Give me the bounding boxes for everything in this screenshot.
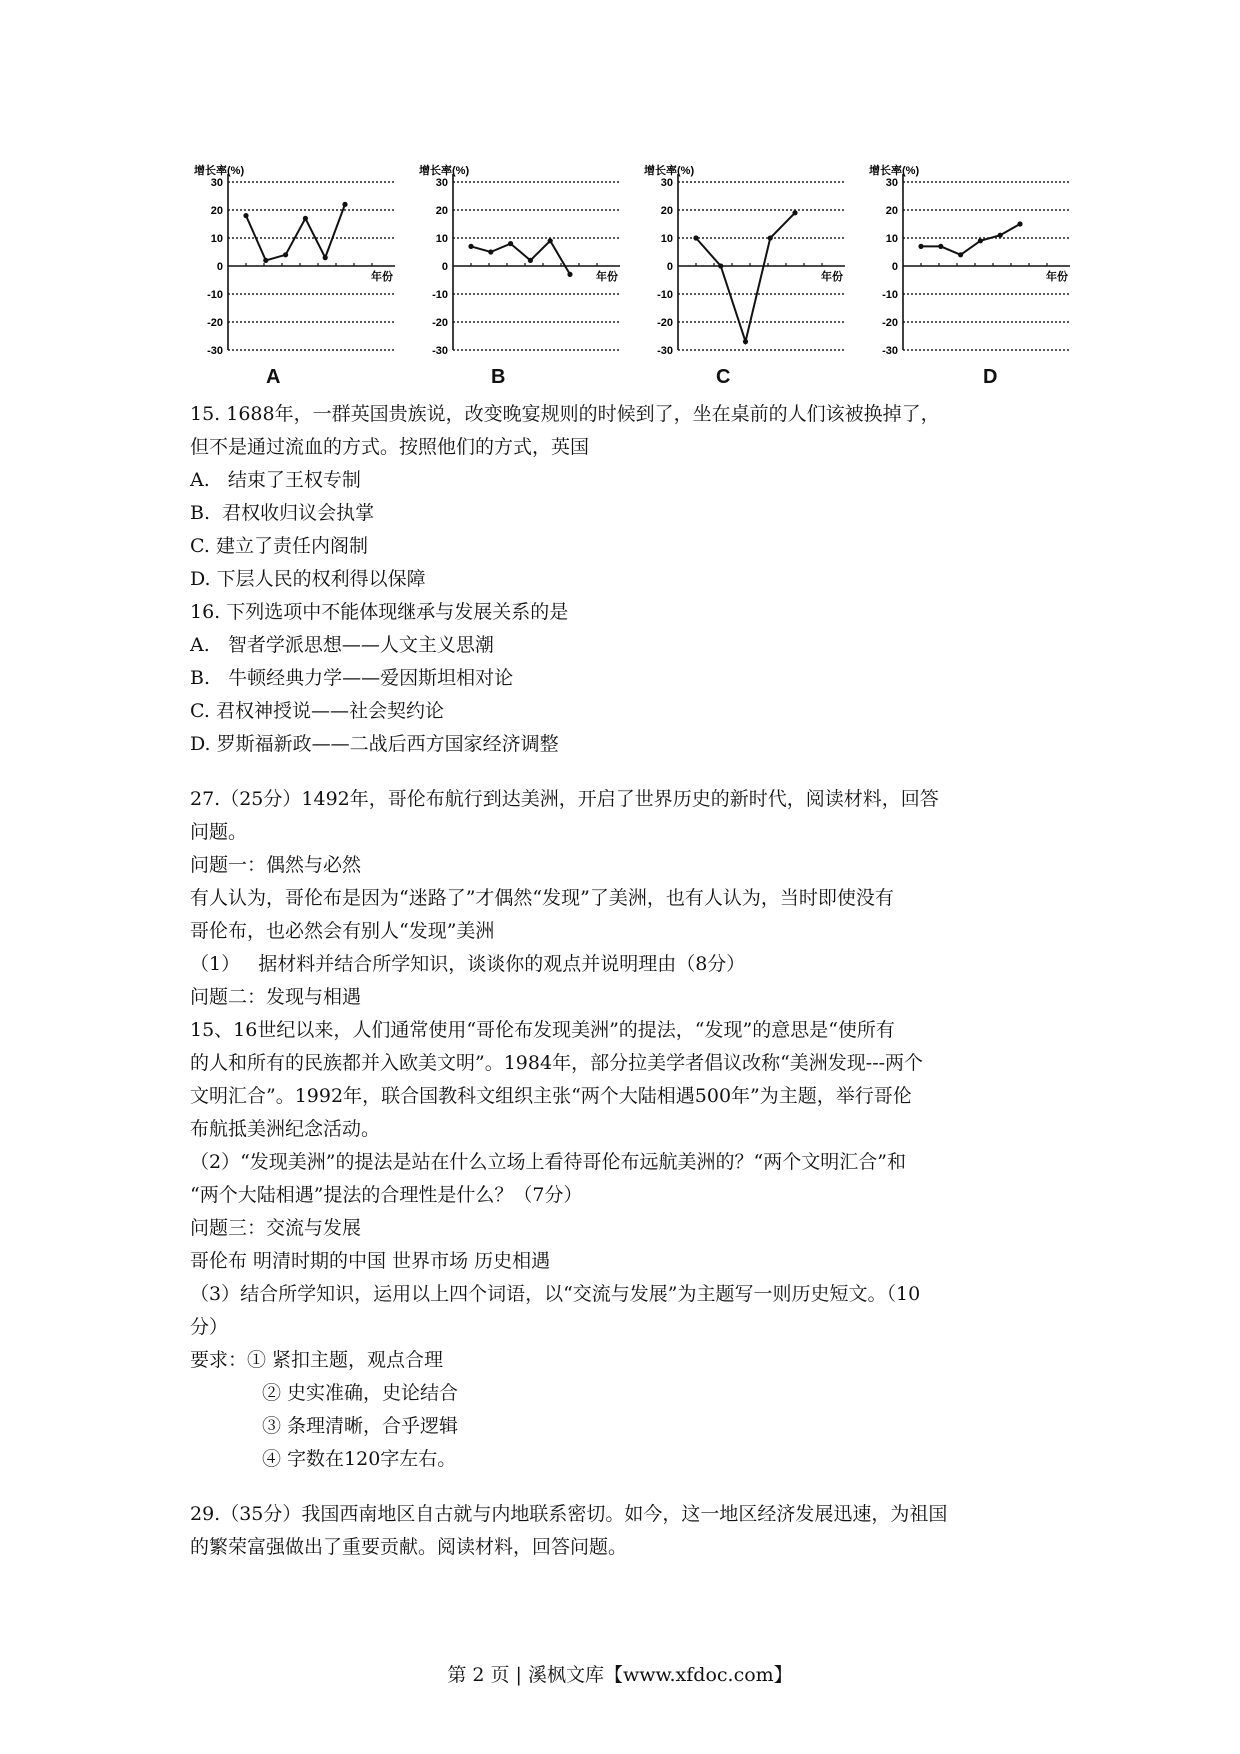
- q16-option-d: D. 罗斯福新政——二战后西方国家经济调整: [190, 733, 559, 755]
- y-tick-label: -20: [657, 317, 673, 329]
- question-text: [190, 398, 1050, 1564]
- spacer: [190, 761, 1050, 783]
- y-tick-label: -20: [882, 317, 898, 329]
- q27-issue-1-text-1: 有人认为，哥伦布是因为“迷路了”才偶然“发现”了美洲，也有人认为，当时即使没有: [190, 887, 894, 909]
- q16-option-c: C. 君权神授说——社会契约论: [190, 700, 444, 722]
- y-tick-label: 0: [891, 261, 898, 273]
- data-point: [323, 255, 328, 260]
- y-axis-label: 增长率(%): [644, 165, 695, 177]
- y-axis-label: 增长率(%): [194, 165, 245, 177]
- series-line: [921, 224, 1020, 255]
- data-point: [548, 238, 553, 243]
- y-tick-label: 10: [210, 233, 223, 245]
- data-point: [283, 252, 288, 257]
- series-line: [471, 241, 570, 275]
- data-point: [792, 210, 797, 215]
- q16-stem: 16. 下列选项中不能体现继承与发展关系的是: [190, 601, 569, 623]
- q27-sub-3-line-2: 分）: [190, 1316, 229, 1338]
- chart-letter: C: [716, 366, 731, 388]
- y-tick-label: -10: [207, 289, 223, 301]
- page-footer: 第 2 页 | 溪枫文库【www.xfdoc.com】: [447, 1664, 793, 1686]
- q27-material-4: 布航抵美洲纪念活动。: [190, 1118, 381, 1140]
- chart-c: [640, 160, 860, 400]
- chart-svg: [415, 160, 635, 400]
- q27-sub-2-line-2: “两个大陆相遇”提法的合理性是什么？（7分）: [190, 1184, 583, 1206]
- chart-a: [190, 160, 410, 400]
- q27-sub-1: （1） 据材料并结合所学知识，谈谈你的观点并说明理由（8分）: [190, 953, 746, 975]
- q27-material-3: 文明汇合”。1992年，联合国教科文组织主张“两个大陆相遇500年”为主题，举行哥伦: [190, 1085, 912, 1107]
- q27-material-2: 的人和所有的民族都并入欧美文明”。1984年，部分拉美学者倡议改称“美洲发现---两个: [190, 1052, 924, 1074]
- data-point: [958, 252, 963, 257]
- data-point: [342, 202, 347, 207]
- chart-svg: [865, 160, 1085, 400]
- q15-option-b: B. 君权收归议会执掌: [190, 502, 375, 524]
- series-line: [246, 204, 345, 260]
- data-point: [528, 258, 533, 263]
- y-tick-label: 0: [441, 261, 448, 273]
- y-tick-label: 20: [885, 205, 898, 217]
- chart-svg: [640, 160, 860, 400]
- y-tick-label: 10: [885, 233, 898, 245]
- y-tick-label: 30: [210, 177, 223, 189]
- q29-stem-2: 的繁荣富强做出了重要贡献。阅读材料，回答问题。: [190, 1536, 628, 1558]
- x-axis-label: 年份: [1046, 271, 1068, 283]
- data-point: [567, 272, 572, 277]
- data-point: [303, 216, 308, 221]
- q27-stem-1: 27.（25分）1492年，哥伦布航行到达美洲，开启了世界历史的新时代，阅读材料，回答: [190, 788, 939, 810]
- y-tick-label: 30: [435, 177, 448, 189]
- growth-rate-charts: [190, 160, 1070, 400]
- y-axis-label: 增长率(%): [869, 165, 920, 177]
- y-tick-label: -30: [657, 345, 673, 357]
- chart-letter: A: [266, 366, 281, 388]
- y-tick-label: 30: [660, 177, 673, 189]
- q15-line-2: 但不是通过流血的方式。按照他们的方式，英国: [190, 436, 590, 458]
- y-tick-label: 0: [216, 261, 223, 273]
- y-tick-label: 10: [435, 233, 448, 245]
- y-tick-label: -10: [882, 289, 898, 301]
- x-axis-label: 年份: [821, 271, 843, 283]
- q27-requirement-3: ③ 条理清晰，合乎逻辑: [262, 1415, 459, 1437]
- data-point: [743, 339, 748, 344]
- data-point: [918, 244, 923, 249]
- data-point: [718, 263, 723, 268]
- q27-requirement-2: ② 史实准确，史论结合: [262, 1382, 459, 1404]
- y-tick-label: -20: [207, 317, 223, 329]
- q27-sub-3-line-1: （3）结合所学知识，运用以上四个词语，以“交流与发展”为主题写一则历史短文。（10: [190, 1283, 921, 1305]
- y-tick-label: -30: [882, 345, 898, 357]
- y-tick-label: 0: [666, 261, 673, 273]
- q27-issue-1-text-2: 哥伦布，也必然会有别人“发现”美洲: [190, 920, 495, 942]
- q27-issue-3-title: 问题三：交流与发展: [190, 1217, 362, 1239]
- data-point: [693, 235, 698, 240]
- chart-b: [415, 160, 635, 400]
- y-tick-label: 10: [660, 233, 673, 245]
- y-tick-label: 20: [435, 205, 448, 217]
- q27-requirement-4: ④ 字数在120字左右。: [262, 1448, 457, 1470]
- y-tick-label: -30: [207, 345, 223, 357]
- data-point: [998, 233, 1003, 238]
- q15-option-d: D. 下层人民的权利得以保障: [190, 568, 426, 590]
- q27-issue-1-title: 问题一：偶然与必然: [190, 854, 362, 876]
- q15-option-a: A. 结束了王权专制: [190, 469, 361, 491]
- data-point: [1017, 221, 1022, 226]
- y-tick-label: -20: [432, 317, 448, 329]
- chart-letter: B: [491, 366, 506, 388]
- data-point: [508, 241, 513, 246]
- q15-option-c: C. 建立了责任内阁制: [190, 535, 368, 557]
- x-axis-label: 年份: [596, 271, 618, 283]
- data-point: [768, 235, 773, 240]
- y-tick-label: 30: [885, 177, 898, 189]
- y-tick-label: -10: [432, 289, 448, 301]
- q27-material-1: 15、16世纪以来，人们通常使用“哥伦布发现美洲”的提法，“发现”的意思是“使所有: [190, 1019, 895, 1041]
- x-axis-label: 年份: [371, 271, 393, 283]
- data-point: [468, 244, 473, 249]
- y-tick-label: 20: [210, 205, 223, 217]
- q27-requirement-1: 要求：① 紧扣主题，观点合理: [190, 1349, 444, 1371]
- chart-svg: [190, 160, 410, 400]
- q27-issue-2-title: 问题二：发现与相遇: [190, 986, 362, 1008]
- q27-sub-2-line-1: （2）“发现美洲”的提法是站在什么立场上看待哥伦布远航美洲的？“两个文明汇合”和: [190, 1151, 906, 1173]
- spacer: [190, 1476, 1050, 1498]
- chart-d: [865, 160, 1085, 400]
- y-tick-label: -30: [432, 345, 448, 357]
- data-point: [243, 213, 248, 218]
- q27-keywords: 哥伦布 明清时期的中国 世界市场 历史相遇: [190, 1250, 551, 1272]
- data-point: [978, 238, 983, 243]
- chart-letter: D: [983, 366, 998, 388]
- y-tick-label: -10: [657, 289, 673, 301]
- data-point: [488, 249, 493, 254]
- y-tick-label: 20: [660, 205, 673, 217]
- q15-line-1: 15. 1688年，一群英国贵族说，改变晚宴规则的时候到了，坐在桌前的人们该被换掉了，: [190, 403, 940, 425]
- q27-stem-2: 问题。: [190, 821, 248, 843]
- data-point: [263, 258, 268, 263]
- data-point: [938, 244, 943, 249]
- q29-stem-1: 29.（35分）我国西南地区自古就与内地联系密切。如今，这一地区经济发展迅速，为祖国: [190, 1503, 948, 1525]
- q16-option-b: B. 牛顿经典力学——爱因斯坦相对论: [190, 667, 514, 689]
- q16-option-a: A. 智者学派思想——人文主义思潮: [190, 634, 494, 656]
- y-axis-label: 增长率(%): [419, 165, 470, 177]
